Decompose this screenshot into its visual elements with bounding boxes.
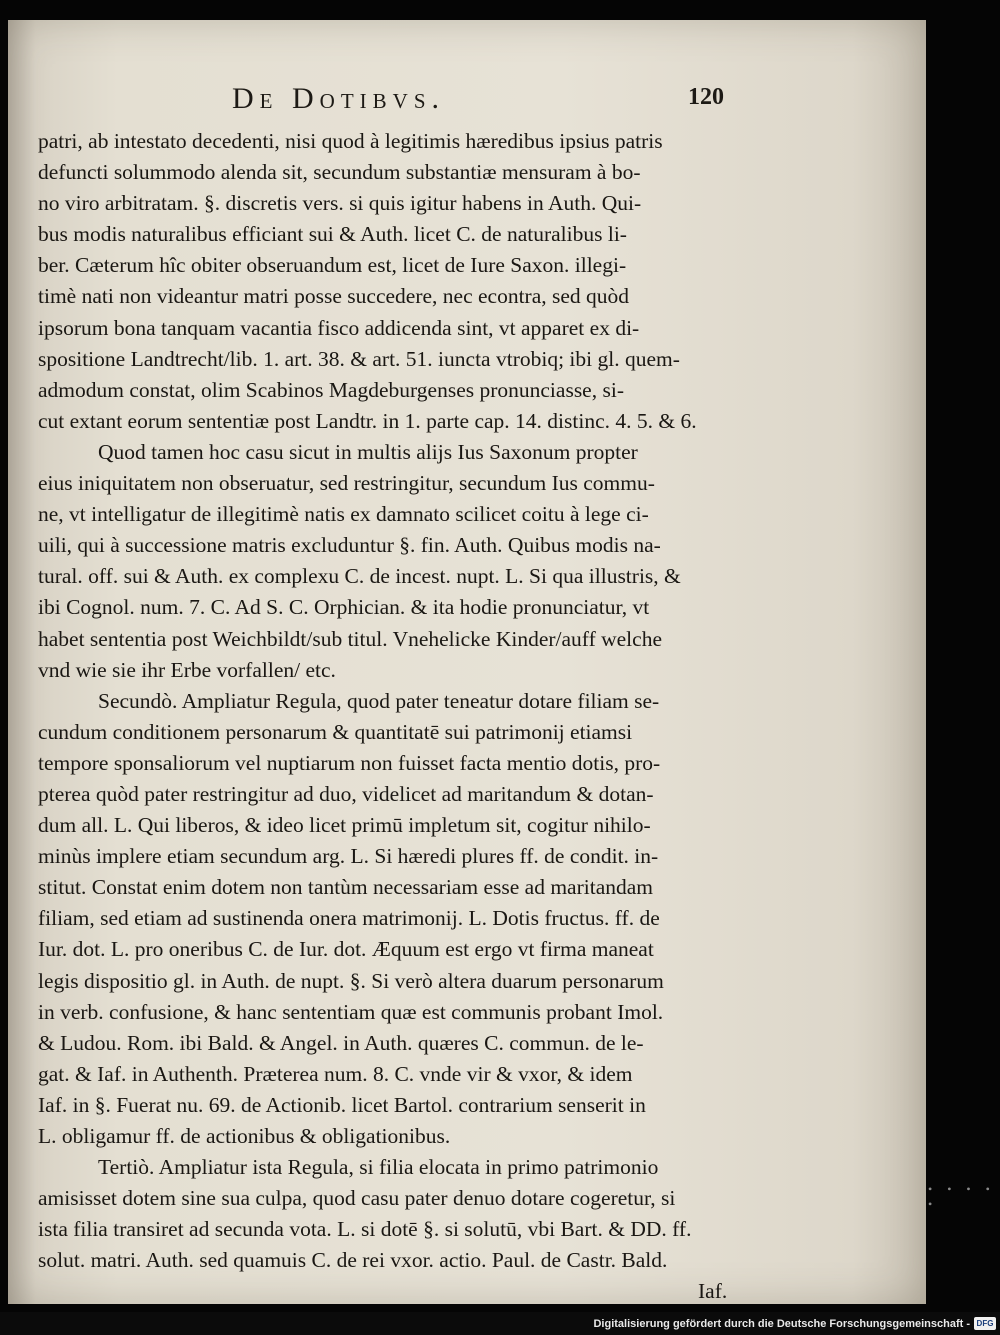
- page-number: 120: [688, 84, 724, 110]
- text-line: Iur. dot. L. pro oneribus C. de Iur. dot. Æquum est ergo vt firma maneat: [38, 937, 654, 962]
- text-line: tural. off. sui & Auth. ex complexu C. de incest. nupt. L. Si qua illustris, &: [38, 564, 681, 589]
- text-line: solut. matri. Auth. sed quamuis C. de rei vxor. actio. Paul. de Castr. Bald.: [38, 1248, 668, 1273]
- text-line: patri, ab intestato decedenti, nisi quod à legitimis hæredibus ipsius patris: [38, 129, 663, 153]
- text-line: eius iniquitatem non obseruatur, sed restringitur, secundum Ius commu-: [38, 471, 655, 496]
- funding-credit: Digitalisierung gefördert durch die Deutsche Forschungsgemeinschaft -: [593, 1318, 970, 1330]
- text-line: defuncti solummodo alenda sit, secundum substantiæ mensuram à bo-: [38, 160, 641, 185]
- page-edge: [928, 20, 1000, 1304]
- text-line: filiam, sed etiam ad sustinenda onera matrimonij. L. Dotis fructus. ff. de: [38, 906, 660, 931]
- text-line: Quod tamen hoc casu sicut in multis alijs Ius Saxonum propter: [98, 439, 638, 464]
- text-line: vnd wie sie ihr Erbe vorfallen/ etc.: [38, 657, 336, 682]
- text-line: bus modis naturalibus efficiant sui & Auth. licet C. de naturalibus li-: [38, 222, 627, 247]
- text-line: ipsorum bona tanquam vacantia fisco addicenda sint, vt apparet ex di-: [38, 315, 640, 340]
- text-line: Secundò. Ampliatur Regula, quod pater teneatur dotare filiam se-: [98, 688, 660, 713]
- text-line: legis dispositio gl. in Auth. de nupt. §. Si verò altera duarum personarum: [38, 968, 664, 993]
- text-line: Iaf. in §. Fuerat nu. 69. de Actionib. licet Bartol. contrarium senserit in: [38, 1092, 646, 1117]
- text-line: L. obligamur ff. de actionibus & obligationibus.: [38, 1124, 451, 1148]
- text-line: no viro arbitratam. §. discretis vers. si quis igitur habens in Auth. Qui-: [38, 191, 642, 216]
- text-line: ibi Cognol. num. 7. C. Ad S. C. Orphician. & ita hodie pronunciatur, vt: [38, 595, 650, 620]
- text-line: dum all. L. Qui liberos, & ideo licet primū impletum sit, cogitur nihilo-: [38, 813, 651, 838]
- text-line: tempore sponsaliorum vel nuptiarum non fuisset facta mentio dotis, pro-: [38, 750, 661, 775]
- text-line: uili, qui à successione matris excluduntur §. fin. Auth. Quibus modis na-: [38, 533, 661, 558]
- text-line: admodum constat, olim Scabinos Magdeburgenses pronunciasse, si-: [38, 377, 624, 402]
- text-line: pterea quòd pater restringitur ad duo, videlicet ad maritandum & dotan-: [38, 781, 654, 806]
- text-line: timè nati non videantur matri posse succedere, nec econtra, sed quòd: [38, 284, 630, 309]
- text-line: ne, vt intelligatur de illegitimè natis ex damnato scilicet coitu à lege ci-: [38, 502, 649, 527]
- text-line: & Ludou. Rom. ibi Bald. & Angel. in Auth. quæres C. commun. de le-: [38, 1030, 644, 1055]
- text-line: amisisset dotem sine sua culpa, quod casu pater denuo dotare cogeretur, si: [38, 1186, 676, 1211]
- body-text: [38, 126, 760, 1308]
- text-line: ista filia transiret ad secunda vota. L. si dotē §. si solutū, vbi Bart. & DD. ff.: [38, 1217, 692, 1242]
- edge-marks: • • • • •: [928, 1182, 996, 1211]
- text-line: in verb. confusione, & hanc sententiam quæ est communis probant Imol.: [38, 999, 664, 1024]
- text-line: gat. & Iaf. in Authenth. Præterea num. 8. C. vnde vir & vxor, & idem: [38, 1061, 633, 1086]
- text-line: stitut. Constat enim dotem non tantùm necessariam esse ad maritandam: [38, 875, 653, 900]
- text-line: cundum conditionem personarum & quantitatē sui patrimonij etiamsi: [38, 719, 633, 744]
- text-line: Tertiò. Ampliatur ista Regula, si filia elocata in primo patrimonio: [98, 1155, 659, 1180]
- dfg-logo-icon: DFG: [974, 1317, 996, 1330]
- running-head: De Dotibvs.: [232, 82, 445, 115]
- text-line: minùs implere etiam secundum arg. L. Si hæredi plures ff. de condit. in-: [38, 844, 659, 869]
- text-line: habet sententia post Weichbildt/sub titul. Vnehelicke Kinder/auff welche: [38, 626, 662, 651]
- text-line: ber. Cæterum hîc obiter obseruandum est, licet de Iure Saxon. illegi-: [38, 253, 627, 278]
- text-line: spositione Landtrecht/lib. 1. art. 38. & art. 51. iuncta vtrobiq; ibi gl. quem-: [38, 346, 680, 371]
- text-line: cut extant eorum sententiæ post Landtr. in 1. parte cap. 14. distinc. 4. 5. & 6.: [38, 408, 697, 433]
- text-line: Iaf.: [698, 1279, 728, 1304]
